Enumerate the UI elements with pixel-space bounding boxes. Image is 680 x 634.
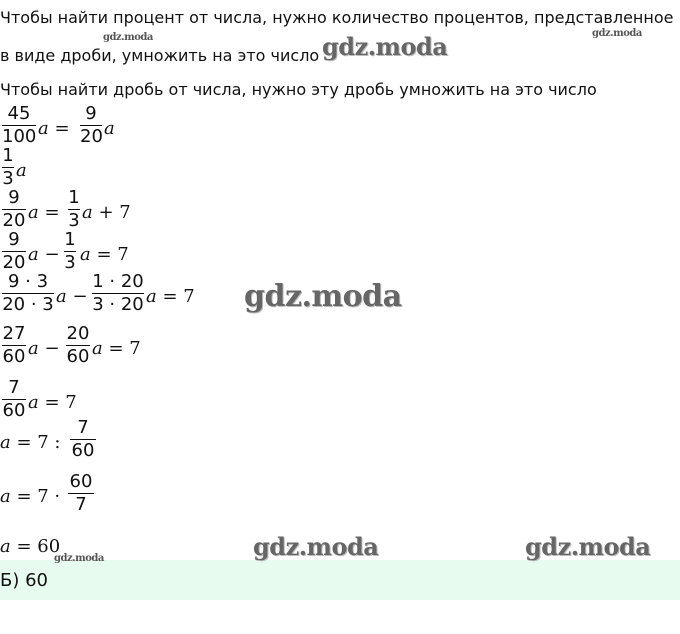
- fraction-1-3: 1 3: [64, 229, 76, 273]
- math-text: a = 7: [80, 244, 129, 265]
- fraction-27-60: 27 60: [2, 323, 26, 367]
- math-text: a =: [28, 202, 60, 223]
- intro-line-2: в виде дроби, умножить на это число: [0, 46, 320, 65]
- fraction-1-3: 1 3: [2, 145, 14, 189]
- math-text: a = 7: [92, 338, 141, 359]
- watermark: gdz.moda: [244, 279, 402, 314]
- math-text: a = 7: [146, 286, 195, 307]
- watermark: gdz.moda: [54, 553, 104, 564]
- math-text: a + 7: [82, 202, 131, 223]
- math-text: a: [16, 160, 27, 181]
- math-text: a = 7 :: [0, 432, 61, 453]
- fraction-9-20: 9 20: [80, 103, 103, 147]
- math-text: a −: [56, 286, 88, 307]
- fraction-45-100: 45 100: [2, 103, 37, 147]
- watermark: gdz.moda: [322, 32, 448, 61]
- fraction-9-20: 9 20: [2, 187, 26, 231]
- math-text: a −: [28, 244, 60, 265]
- math-text: a −: [28, 338, 60, 359]
- intro-line-1: Чтобы найти процент от числа, нужно количество процентов, представленное: [0, 8, 674, 27]
- intro-line-3: Чтобы найти дробь от числа, нужно эту дробь умножить на это число: [0, 80, 597, 99]
- watermark: gdz.moda: [253, 532, 379, 561]
- answer-box: [0, 560, 680, 600]
- math-step-10: a = 60: [0, 536, 61, 557]
- fraction-1-3: 1 3: [68, 187, 80, 231]
- fraction-20-60: 20 60: [66, 323, 90, 367]
- fraction-9-20: 9 20: [2, 229, 26, 273]
- watermark: gdz.moda: [103, 32, 153, 43]
- fraction-9x3-20x3: 9 · 3 20 · 3: [2, 271, 54, 315]
- math-text: a =: [38, 118, 70, 139]
- answer-text: Б) 60: [0, 570, 48, 591]
- fraction-1x20-3x20: 1 · 20 3 · 20: [92, 271, 144, 315]
- fraction-60-7: 60 7: [69, 471, 93, 515]
- watermark: gdz.moda: [525, 532, 651, 561]
- watermark: gdz.moda: [592, 28, 642, 39]
- math-text: a: [104, 118, 115, 139]
- math-text: a = 7 ·: [0, 486, 61, 507]
- fraction-7-60: 7 60: [2, 377, 26, 421]
- math-text: a = 7: [28, 392, 77, 413]
- fraction-7-60: 7 60: [71, 417, 95, 461]
